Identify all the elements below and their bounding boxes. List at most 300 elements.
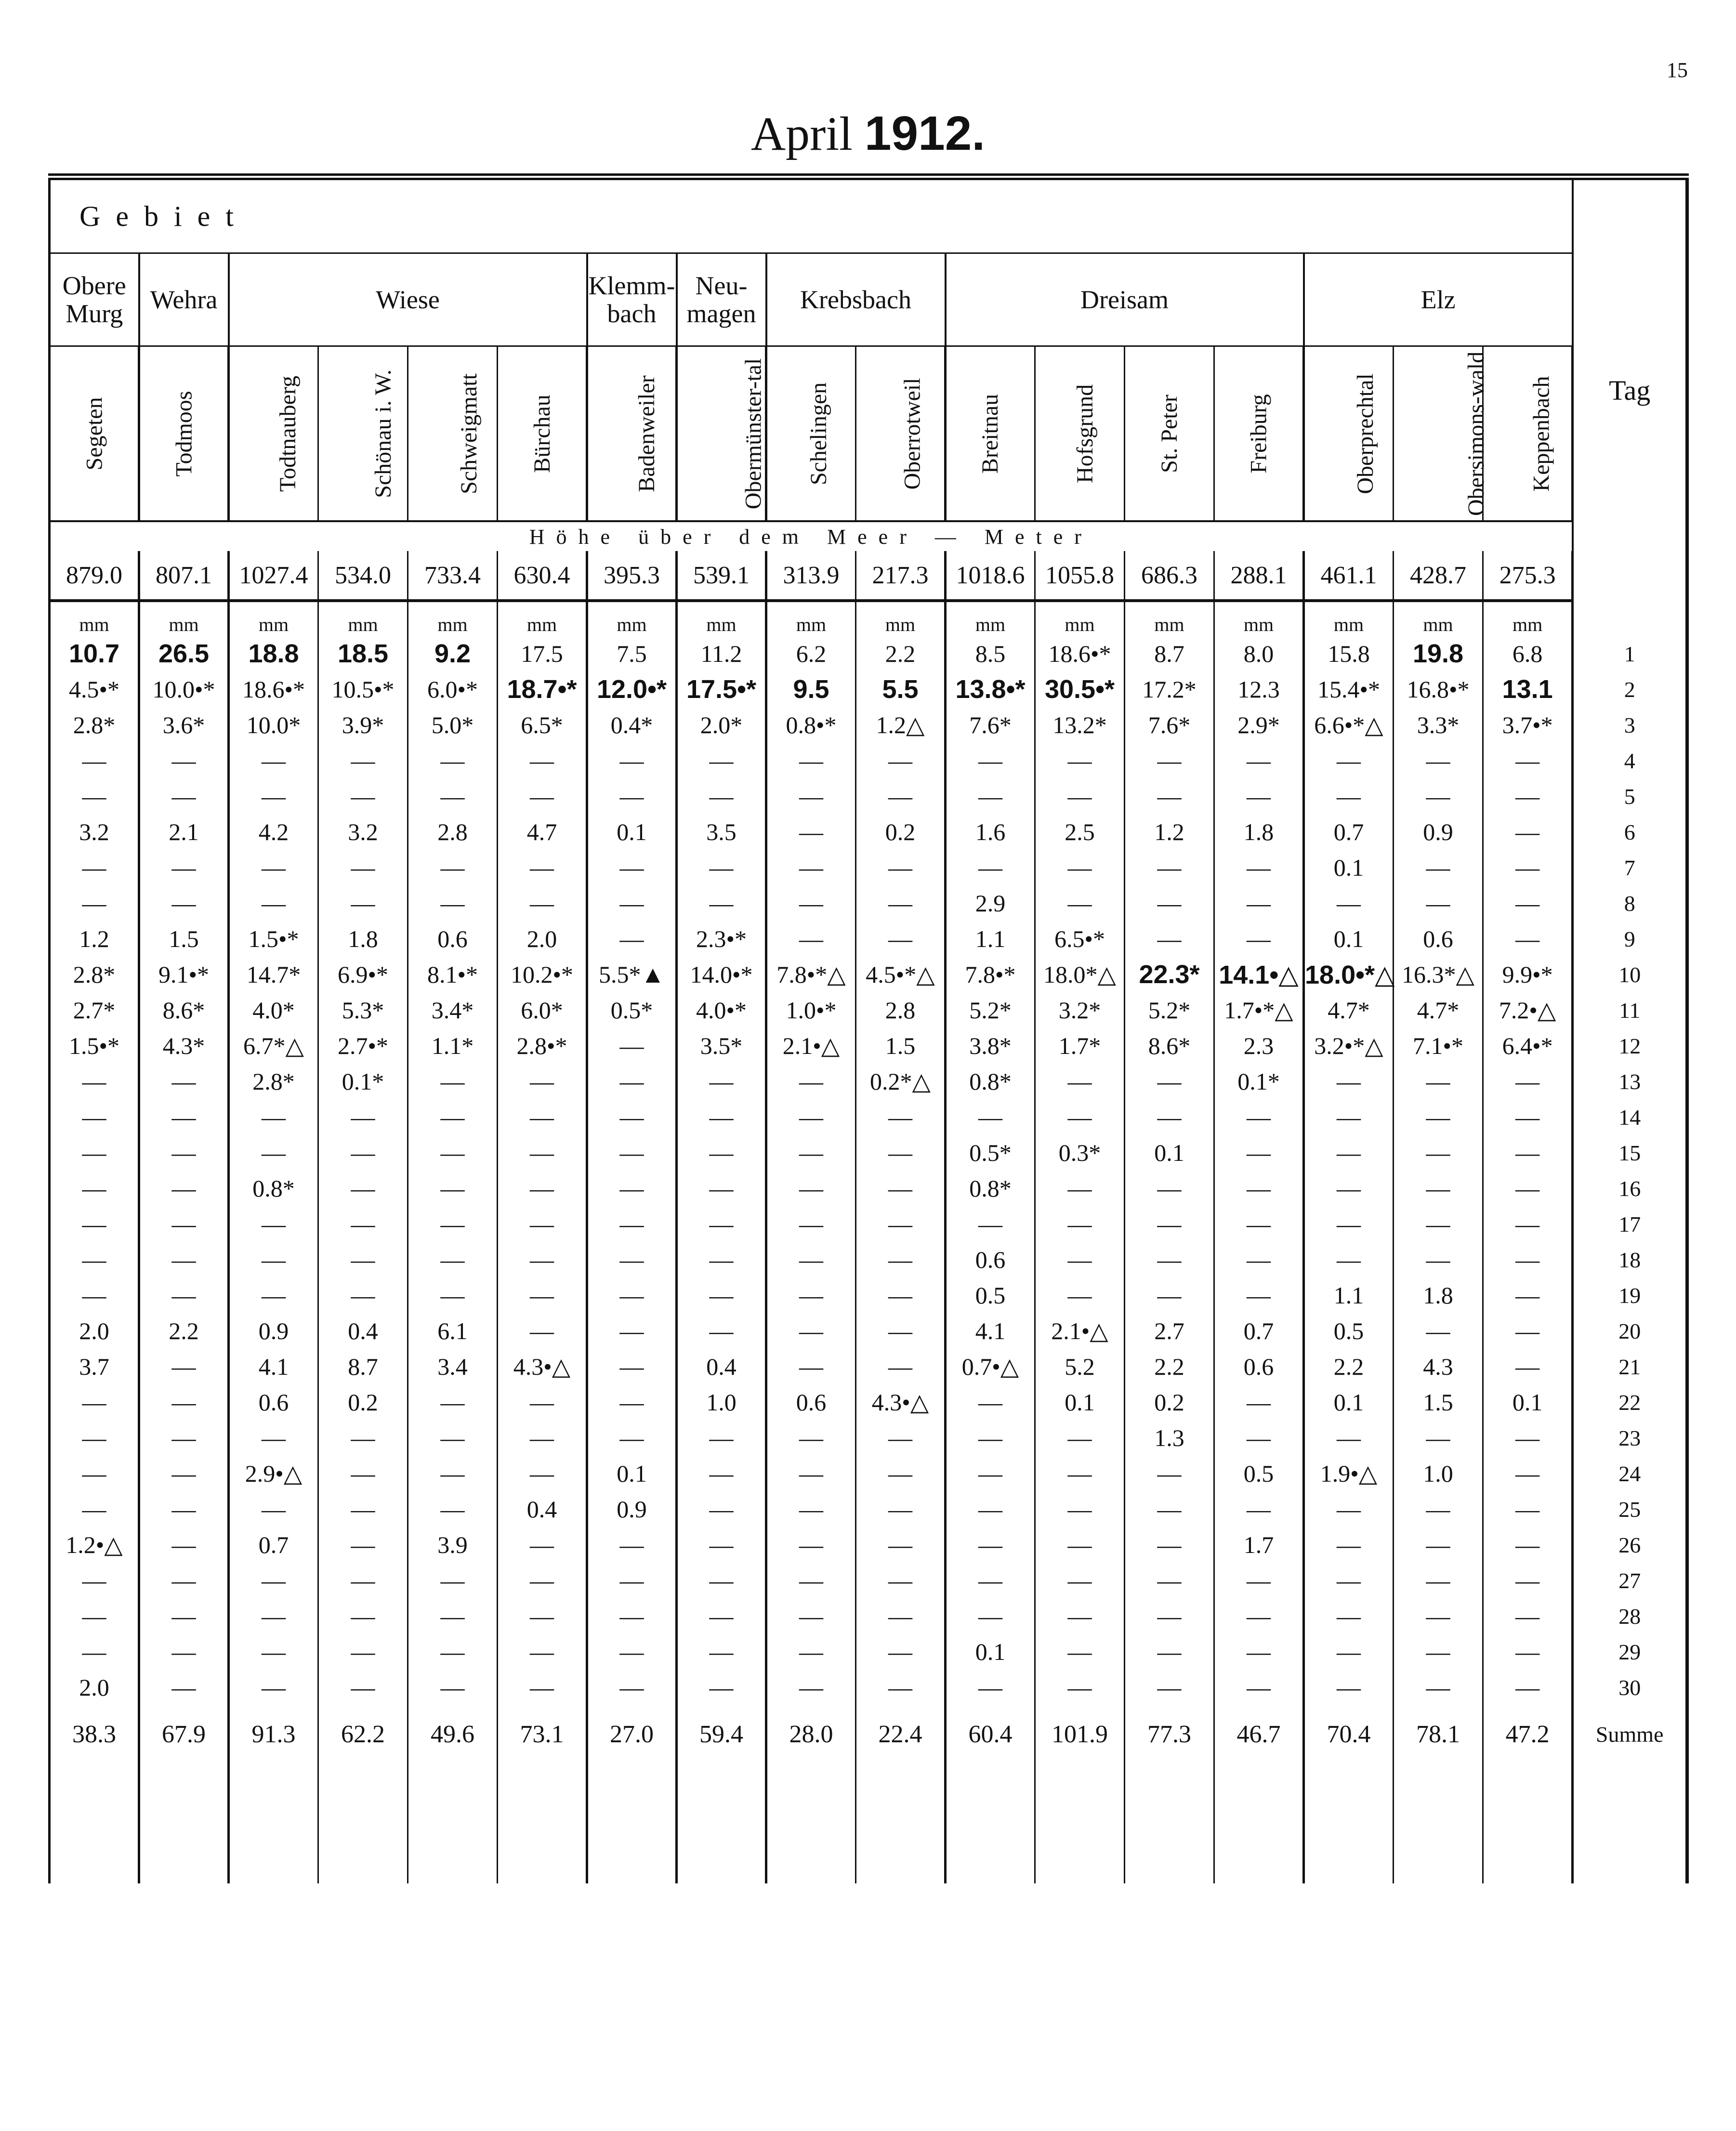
station-name: Keppenbach — [1528, 376, 1554, 491]
rain-value: 3.7 — [50, 1349, 139, 1384]
table-row — [50, 1384, 1687, 1420]
rain-value: — — [856, 778, 946, 814]
rain-value: — — [139, 1099, 229, 1135]
rain-value: 2.0* — [677, 707, 766, 743]
rain-value: — — [677, 1491, 766, 1527]
rain-value: — — [408, 1491, 498, 1527]
rain-value: — — [946, 1527, 1035, 1563]
rain-value: — — [1125, 850, 1214, 885]
rain-value: 3.2 — [50, 814, 139, 850]
rain-value: — — [1035, 850, 1125, 885]
rain-value: 0.5 — [1304, 1313, 1394, 1349]
rain-value: — — [50, 1064, 139, 1099]
page-number: 15 — [1667, 58, 1688, 82]
rain-value: — — [50, 1135, 139, 1171]
rain-value: — — [766, 778, 856, 814]
tag-filler — [1573, 1763, 1687, 1883]
rain-value: 7.8•*△ — [766, 957, 856, 992]
rain-value: — — [766, 1313, 856, 1349]
rain-value: 1.2△ — [856, 707, 946, 743]
rain-value: — — [677, 885, 766, 921]
station-name: Hofsgrund — [1072, 384, 1098, 483]
rain-value: — — [1214, 778, 1304, 814]
station-header — [946, 346, 1035, 522]
rain-value: 0.1 — [1035, 1384, 1125, 1420]
rain-value: — — [1483, 1420, 1573, 1456]
day-number: 18 — [1573, 1242, 1687, 1277]
rain-value: — — [856, 1349, 946, 1384]
rain-value: — — [1035, 1277, 1125, 1313]
rain-value: — — [50, 1171, 139, 1206]
rain-value: — — [1214, 1598, 1304, 1634]
rain-value: — — [50, 778, 139, 814]
rain-value: — — [856, 1277, 946, 1313]
rain-value: — — [1483, 1171, 1573, 1206]
rain-value: — — [408, 1206, 498, 1242]
rain-value: — — [1304, 1563, 1394, 1598]
column-filler — [1035, 1763, 1125, 1883]
rain-value: 6.0•* — [408, 671, 498, 707]
rain-value: — — [1304, 743, 1394, 778]
rain-value: — — [677, 1456, 766, 1491]
sum-value: 67.9 — [139, 1705, 229, 1763]
rain-value: — — [1214, 1277, 1304, 1313]
unit-label: mm — [587, 601, 677, 636]
day-number: 2 — [1573, 671, 1687, 707]
rain-value: — — [498, 850, 587, 885]
rain-value: — — [408, 1277, 498, 1313]
rain-value: 17.2* — [1125, 671, 1214, 707]
rain-value: — — [50, 1456, 139, 1491]
table-row — [50, 1171, 1687, 1206]
rain-value: — — [677, 1206, 766, 1242]
rain-value: — — [229, 1563, 318, 1598]
rain-value: 2.8 — [408, 814, 498, 850]
rain-value: 0.7•△ — [946, 1349, 1035, 1384]
rain-value: — — [677, 850, 766, 885]
rain-value: 4.5•* — [50, 671, 139, 707]
rain-value: 1.5•* — [50, 1028, 139, 1064]
rain-value: — — [50, 1598, 139, 1634]
rain-value: — — [408, 743, 498, 778]
rain-value: — — [1214, 1135, 1304, 1171]
rain-value: — — [766, 850, 856, 885]
rain-value: — — [139, 1064, 229, 1099]
rain-value: — — [677, 778, 766, 814]
rain-value: — — [1125, 1491, 1214, 1527]
rain-value: — — [766, 1456, 856, 1491]
rain-value: 6.7*△ — [229, 1028, 318, 1064]
day-number: 16 — [1573, 1171, 1687, 1206]
rain-value: — — [1035, 1420, 1125, 1456]
rain-value: 0.4 — [498, 1491, 587, 1527]
rain-value: — — [1035, 1456, 1125, 1491]
rain-value: — — [498, 1171, 587, 1206]
rain-value: — — [139, 1349, 229, 1384]
region-header — [766, 253, 946, 346]
station-header — [1125, 346, 1214, 522]
rain-value: — — [856, 921, 946, 957]
column-filler — [408, 1763, 498, 1883]
rain-value: — — [139, 1670, 229, 1705]
rain-value: 1.7* — [1035, 1028, 1125, 1064]
rain-value: — — [1214, 1171, 1304, 1206]
rain-value: — — [1304, 1171, 1394, 1206]
rain-value: — — [50, 1099, 139, 1135]
rain-value: 8.6* — [1125, 1028, 1214, 1064]
rain-value: 0.7 — [1214, 1313, 1304, 1349]
rain-value: — — [946, 1099, 1035, 1135]
rain-value: — — [1483, 1242, 1573, 1277]
rain-value: 2.2 — [1125, 1349, 1214, 1384]
rain-value: 0.1* — [1214, 1064, 1304, 1099]
rain-value: — — [1035, 1242, 1125, 1277]
rain-value: — — [229, 1491, 318, 1527]
rain-value: 1.0 — [1394, 1456, 1483, 1491]
rain-value: — — [1125, 885, 1214, 921]
rain-value: — — [1035, 743, 1125, 778]
station-header — [1304, 346, 1394, 522]
table-row — [50, 1598, 1687, 1634]
column-filler — [677, 1763, 766, 1883]
sum-value: 27.0 — [587, 1705, 677, 1763]
rain-value: — — [766, 1064, 856, 1099]
unit-label: mm — [498, 601, 587, 636]
rain-value: 3.7•* — [1483, 707, 1573, 743]
rain-value: — — [587, 885, 677, 921]
sum-value: 91.3 — [229, 1705, 318, 1763]
rain-value: 1.2 — [1125, 814, 1214, 850]
day-number: 17 — [1573, 1206, 1687, 1242]
station-name: Todmoos — [171, 391, 197, 476]
rain-value: — — [766, 743, 856, 778]
rain-value: — — [1035, 1634, 1125, 1670]
rain-value: 2.8 — [856, 992, 946, 1028]
rain-value: — — [856, 850, 946, 885]
rain-value: — — [1125, 1171, 1214, 1206]
rain-value: 3.3* — [1394, 707, 1483, 743]
unit-label: mm — [677, 601, 766, 636]
sum-value: 49.6 — [408, 1705, 498, 1763]
rain-value: — — [856, 1206, 946, 1242]
rain-value: 1.9•△ — [1304, 1456, 1394, 1491]
precipitation-table — [48, 173, 1689, 1883]
rain-value: — — [677, 1634, 766, 1670]
day-number: 19 — [1573, 1277, 1687, 1313]
rain-value: — — [1214, 743, 1304, 778]
rain-value: 0.7 — [1304, 814, 1394, 850]
rain-value: — — [139, 1598, 229, 1634]
rain-value: — — [587, 1242, 677, 1277]
rain-value: — — [1483, 814, 1573, 850]
rain-value: 1.2 — [50, 921, 139, 957]
rain-value: — — [587, 778, 677, 814]
rain-value: — — [1304, 1206, 1394, 1242]
gebiet-label: Gebiet — [50, 177, 1573, 253]
rain-value: 10.0* — [229, 707, 318, 743]
day-number: 6 — [1573, 814, 1687, 850]
rain-value: 0.4 — [677, 1349, 766, 1384]
rain-value: — — [318, 1206, 408, 1242]
rain-value: — — [1035, 1099, 1125, 1135]
rain-value: — — [587, 1598, 677, 1634]
rain-value: — — [766, 1277, 856, 1313]
rain-value: 18.6•* — [229, 671, 318, 707]
elevation-value: 807.1 — [139, 551, 229, 601]
rain-value: 9.5 — [766, 671, 856, 707]
rain-value: — — [229, 850, 318, 885]
rain-value: 5.5 — [856, 671, 946, 707]
rain-value: 4.5•*△ — [856, 957, 946, 992]
table-row — [50, 671, 1687, 707]
rain-value: 4.0* — [229, 992, 318, 1028]
rain-value: — — [318, 1242, 408, 1277]
rain-value: — — [50, 743, 139, 778]
rain-value: — — [139, 1171, 229, 1206]
rain-value: 8.5 — [946, 636, 1035, 671]
rain-value: 2.3 — [1214, 1028, 1304, 1064]
rain-value: — — [1035, 1206, 1125, 1242]
rain-value: — — [229, 1670, 318, 1705]
summe-label: Summe — [1573, 1705, 1687, 1763]
title-year: 1912. — [864, 106, 986, 160]
rain-value: 1.2•△ — [50, 1527, 139, 1563]
sum-value: 62.2 — [318, 1705, 408, 1763]
rain-value: — — [1035, 1563, 1125, 1598]
rain-value: 19.8 — [1394, 636, 1483, 671]
rain-value: — — [139, 885, 229, 921]
rain-value: — — [1394, 1064, 1483, 1099]
rain-value: 1.5 — [1394, 1384, 1483, 1420]
rain-value: — — [498, 1634, 587, 1670]
rain-value: — — [766, 1420, 856, 1456]
rain-value: 2.1•△ — [1035, 1313, 1125, 1349]
rain-value: — — [1483, 921, 1573, 957]
sum-value: 78.1 — [1394, 1705, 1483, 1763]
table-row — [50, 1634, 1687, 1670]
rain-value: — — [766, 1491, 856, 1527]
rain-value: 0.8* — [946, 1171, 1035, 1206]
rain-value: 0.1 — [1483, 1384, 1573, 1420]
rain-value: — — [498, 1670, 587, 1705]
rain-value: — — [587, 1634, 677, 1670]
station-name: Freiburg — [1246, 394, 1272, 474]
rain-value: — — [50, 1420, 139, 1456]
rain-value: — — [1483, 1670, 1573, 1705]
region-header — [50, 253, 139, 346]
rain-value: — — [318, 1670, 408, 1705]
rain-value: — — [946, 1420, 1035, 1456]
rain-value: 10.2•* — [498, 957, 587, 992]
table-row — [50, 957, 1687, 992]
rain-value: — — [856, 1313, 946, 1349]
rain-value: — — [139, 850, 229, 885]
elevation-value: 1027.4 — [229, 551, 318, 601]
rain-value: — — [318, 1277, 408, 1313]
day-number: 5 — [1573, 778, 1687, 814]
sum-value: 22.4 — [856, 1705, 946, 1763]
rain-value: — — [856, 1598, 946, 1634]
rain-value: — — [408, 1563, 498, 1598]
rain-value: — — [1125, 1064, 1214, 1099]
rain-value: 7.5 — [587, 636, 677, 671]
rain-value: — — [139, 1634, 229, 1670]
rain-value: 0.1 — [1304, 921, 1394, 957]
rain-value: 5.3* — [318, 992, 408, 1028]
sum-value: 47.2 — [1483, 1705, 1573, 1763]
rain-value: 0.8•* — [766, 707, 856, 743]
tag-header: Tag — [1573, 177, 1687, 601]
rain-value: — — [229, 1099, 318, 1135]
station-name: Oberrotweil — [899, 378, 925, 489]
rain-value: — — [587, 1313, 677, 1349]
sum-value: 60.4 — [946, 1705, 1035, 1763]
rain-value: — — [1035, 1491, 1125, 1527]
table-row — [50, 885, 1687, 921]
day-number: 1 — [1573, 636, 1687, 671]
tag-blank — [1573, 601, 1687, 636]
elevation-value: 313.9 — [766, 551, 856, 601]
rain-value: — — [946, 1563, 1035, 1598]
rain-value: — — [139, 1420, 229, 1456]
region-header — [587, 253, 677, 346]
rain-value: 6.5* — [498, 707, 587, 743]
rain-value: — — [677, 1277, 766, 1313]
rain-value: 18.6•* — [1035, 636, 1125, 671]
rain-value: 0.9 — [1394, 814, 1483, 850]
rain-value: — — [408, 1598, 498, 1634]
rain-value: — — [1035, 1527, 1125, 1563]
rain-value: — — [50, 1242, 139, 1277]
day-number: 9 — [1573, 921, 1687, 957]
rain-value: 2.9•△ — [229, 1456, 318, 1491]
day-number: 15 — [1573, 1135, 1687, 1171]
rain-value: — — [50, 1491, 139, 1527]
rain-value: 2.2 — [1304, 1349, 1394, 1384]
rain-value: 8.7 — [318, 1349, 408, 1384]
rain-value: — — [1214, 1099, 1304, 1135]
rain-value: — — [766, 1171, 856, 1206]
rain-value: 1.1* — [408, 1028, 498, 1064]
rain-value: 3.4* — [408, 992, 498, 1028]
station-header — [1214, 346, 1304, 522]
table-row — [50, 1028, 1687, 1064]
rain-value: — — [229, 1242, 318, 1277]
rain-value: — — [1125, 1670, 1214, 1705]
sum-value: 46.7 — [1214, 1705, 1304, 1763]
title-month: April — [750, 107, 853, 160]
rain-value: — — [677, 1135, 766, 1171]
rain-value: — — [1125, 1527, 1214, 1563]
station-name: Badenweiler — [633, 375, 659, 492]
rain-value: — — [1483, 850, 1573, 885]
rain-value: 0.3* — [1035, 1135, 1125, 1171]
rain-value: — — [1483, 1491, 1573, 1527]
rain-value: 4.3•△ — [498, 1349, 587, 1384]
rain-value: — — [766, 1242, 856, 1277]
elevation-value: 534.0 — [318, 551, 408, 601]
day-number: 24 — [1573, 1456, 1687, 1491]
rain-value: 0.1 — [1125, 1135, 1214, 1171]
sum-value: 59.4 — [677, 1705, 766, 1763]
elevation-value: 539.1 — [677, 551, 766, 601]
unit-label: mm — [1214, 601, 1304, 636]
rain-value: — — [1394, 743, 1483, 778]
rain-value: 18.5 — [318, 636, 408, 671]
rain-value: — — [587, 1099, 677, 1135]
rain-value: 0.8* — [229, 1171, 318, 1206]
region-name: Krebsbach — [800, 285, 911, 314]
rain-value: — — [587, 1277, 677, 1313]
rain-value: — — [1483, 1563, 1573, 1598]
station-header — [1035, 346, 1125, 522]
rain-value: — — [1304, 1242, 1394, 1277]
rain-value: — — [587, 1135, 677, 1171]
rain-value: 6.0* — [498, 992, 587, 1028]
rain-value: — — [856, 1099, 946, 1135]
rain-value: 1.5 — [856, 1028, 946, 1064]
rain-value: — — [1394, 1491, 1483, 1527]
rain-value: — — [408, 1670, 498, 1705]
rain-value: — — [587, 1349, 677, 1384]
rain-value: — — [408, 1242, 498, 1277]
rain-value: — — [498, 1206, 587, 1242]
rain-value: — — [229, 778, 318, 814]
station-header — [498, 346, 587, 522]
station-header — [229, 346, 318, 522]
hoehe-caption: Höhe über dem Meer — Meter — [529, 525, 1093, 549]
rain-value: — — [498, 1064, 587, 1099]
rain-value: 1.8 — [1214, 814, 1304, 850]
rain-value: — — [408, 1135, 498, 1171]
rain-value: — — [229, 1634, 318, 1670]
rain-value: 0.2*△ — [856, 1064, 946, 1099]
station-name: Schweigmatt — [456, 373, 482, 494]
rain-value: — — [498, 1242, 587, 1277]
rain-value: — — [1214, 1491, 1304, 1527]
rain-value: 7.6* — [946, 707, 1035, 743]
rain-value: — — [498, 778, 587, 814]
rain-value: 18.0*△ — [1035, 957, 1125, 992]
rain-value: 2.5 — [1035, 814, 1125, 850]
day-number: 27 — [1573, 1563, 1687, 1598]
rain-value: — — [587, 1420, 677, 1456]
rain-value: — — [677, 1064, 766, 1099]
rain-value: 4.1 — [946, 1313, 1035, 1349]
rain-value: — — [50, 1206, 139, 1242]
rain-value: — — [408, 1064, 498, 1099]
column-filler — [1483, 1763, 1573, 1883]
rain-value: — — [677, 743, 766, 778]
rain-value: — — [498, 1135, 587, 1171]
rain-value: — — [498, 1384, 587, 1420]
rain-value: 0.2 — [1125, 1384, 1214, 1420]
rain-value: — — [318, 743, 408, 778]
rain-value: 15.8 — [1304, 636, 1394, 671]
rain-value: — — [1125, 1563, 1214, 1598]
rain-value: — — [1394, 1527, 1483, 1563]
rain-value: — — [229, 1420, 318, 1456]
rain-value: 0.1 — [1304, 1384, 1394, 1420]
elevation-value: 461.1 — [1304, 551, 1394, 601]
elevation-value: 1055.8 — [1035, 551, 1125, 601]
rain-value: — — [139, 1563, 229, 1598]
day-number: 29 — [1573, 1634, 1687, 1670]
rain-value: — — [1125, 743, 1214, 778]
rain-value: 0.1 — [1304, 850, 1394, 885]
unit-label: mm — [856, 601, 946, 636]
rain-value: 16.8•* — [1394, 671, 1483, 707]
